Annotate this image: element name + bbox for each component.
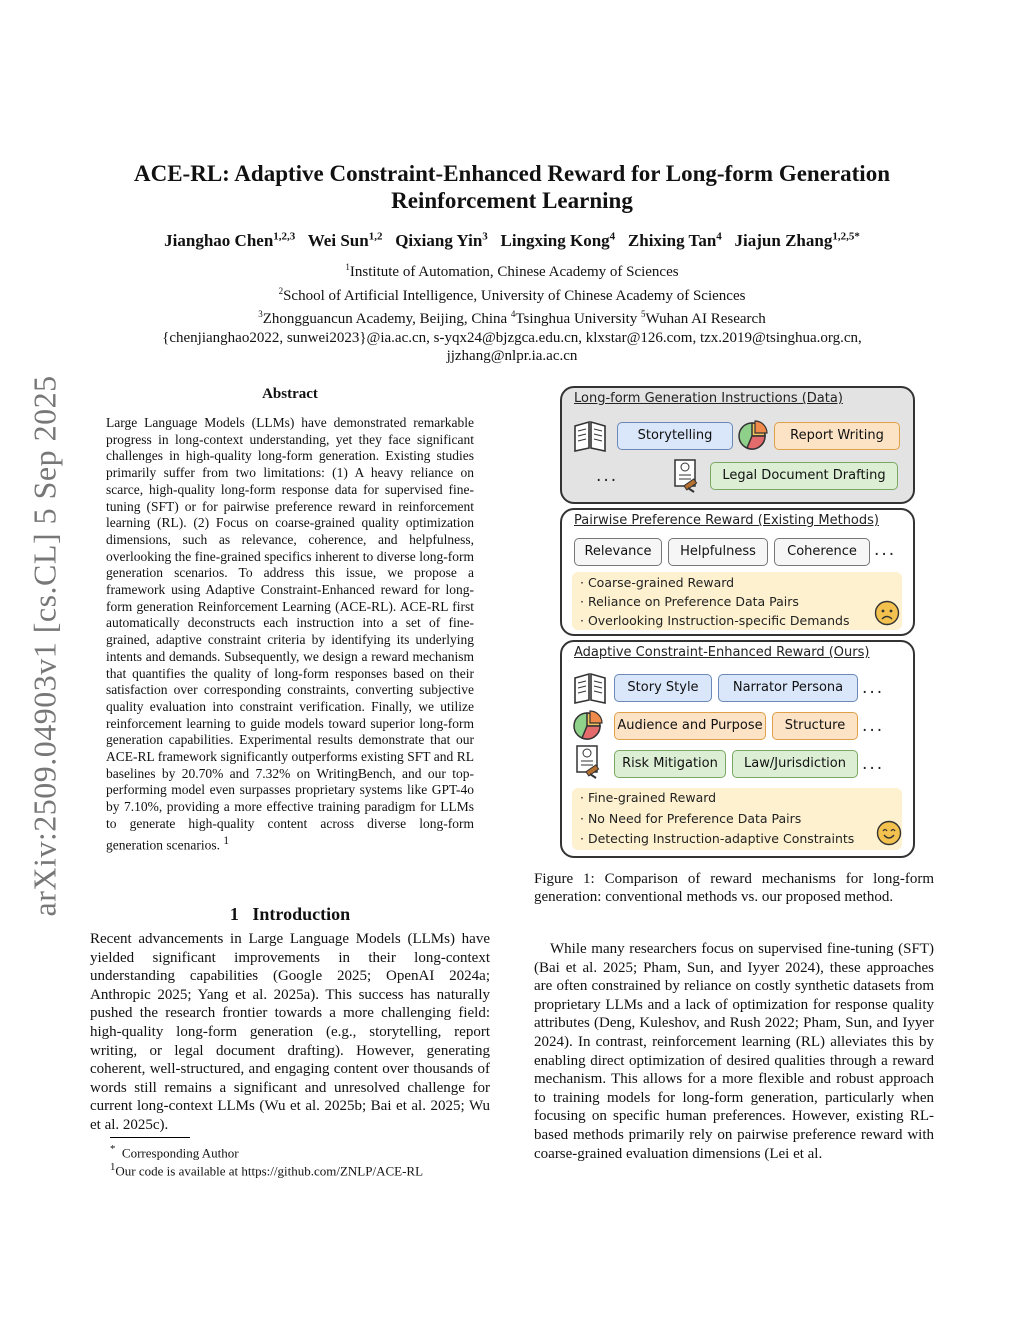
panel-instructions — [560, 386, 915, 504]
affiliations — [60, 258, 964, 366]
chip-law-jurisdiction: Law/Jurisdiction — [732, 750, 858, 778]
emails-line-2: jjzhang@nlpr.ia.ac.cn — [446, 348, 578, 364]
panel-title: Long-form Generation Instructions (Data) — [574, 391, 843, 406]
affiliation: $^3$Zhongguancun Academy, Beijing, China $^4$Tsinghua University $^5$Wuhan AI Research — [258, 309, 766, 327]
chip-coherence: Coherence — [774, 538, 870, 566]
legal-document-icon — [670, 458, 704, 494]
chip-relevance: Relevance — [574, 538, 662, 566]
footnote-ref: 1 — [223, 834, 229, 847]
panel-ours — [560, 640, 915, 858]
chip-risk-mitigation: Risk Mitigation — [614, 750, 726, 778]
ellipsis: ... — [874, 540, 897, 560]
book-icon — [572, 418, 608, 452]
chip-story-style: Story Style — [614, 674, 712, 702]
note-item: · Overlooking Instruction-specific Demands — [580, 613, 850, 628]
section-heading: 1 Introduction — [229, 904, 351, 924]
note-item: · Coarse-grained Reward — [580, 575, 735, 590]
ellipsis: ... — [862, 716, 885, 736]
pie-chart-icon — [737, 418, 771, 452]
sad-face-icon — [874, 600, 900, 626]
ellipsis: ... — [862, 678, 885, 698]
chip-report-writing: Report Writing — [774, 422, 900, 450]
author-list — [60, 230, 964, 251]
figure-caption: Figure 1: Comparison of reward mechanisms for long-form generation: conventional methods vs. our proposed method. — [534, 871, 934, 905]
abstract-heading: Abstract — [262, 386, 318, 402]
paper-title — [80, 160, 944, 214]
footnote-rule — [110, 1137, 190, 1138]
footnote-corresponding: * Corresponding Author — [110, 1143, 239, 1161]
author: Jiajun Zhang$^{1,2,5*}$ — [734, 230, 860, 250]
happy-face-icon — [876, 820, 902, 846]
title-line-2: Reinforcement Learning — [391, 188, 633, 213]
book-icon — [572, 670, 608, 704]
ellipsis: ... — [862, 754, 885, 774]
arxiv-stamp: arXiv:2509.04903v1 [cs.CL] 5 Sep 2025 — [26, 375, 63, 917]
affiliation: $^1$Institute of Automation, Chinese Academy of Sciences — [345, 262, 679, 280]
author: Jianghao Chen$^{1,2,3}$ — [164, 230, 296, 250]
author: Qixiang Yin$^3$ — [395, 230, 488, 250]
panel-existing-methods — [560, 508, 915, 636]
emails-line-1: {chenjianghao2022, sunwei2023}@ia.ac.cn, s-yqx24@bjzgca.edu.cn, klxstar@126.com, tzx.2019@tsinghua.org.cn, — [162, 329, 862, 346]
right-column-paragraph: While many researchers focus on supervised fine-tuning (SFT) (Bai et al. 2025; Pham, Sun, and Iyyer 2024), these approaches are often constrained by reliance on costly synthetic datasets from proprietary LLMs and a lack of optimization for response quality attributes (Deng, Kuleshov, and Rush 2022; Pham, Sun, and Iyyer 2024). In contrast, reinforcement learning (RL) alleviates this by enabling direct optimization of desired qualities through a reward mechanism. This allows for a more flexible and robust approach to training models for long-form generation, particularly when focusing on specific human preferences. However, existing RL-based methods primarily rely on pairwise preference reward with coarse-grained evaluation dimensions (Lei et al. — [534, 941, 934, 1162]
pie-chart-icon — [572, 708, 606, 742]
chip-legal-document-drafting: Legal Document Drafting — [710, 462, 898, 490]
chip-storytelling: Storytelling — [617, 422, 733, 450]
author: Wei Sun$^{1,2}$ — [307, 230, 383, 250]
ellipsis: ... — [596, 466, 619, 486]
abstract-body: Large Language Models (LLMs) have demonstrated remarkable progress in long-context understanding, yet they face significant challenges in high-quality long-form generation. Existing studies primarily suffer from two limitations: (1) A heavy reliance on scarce, high-quality long-form response data for supervised fine-tuning (SFT) or for pairwise preference reward in reinforcement learning (RL). (2) Focus on coarse-grained quality optimization dimensions, such as relevance, coherence, and helpfulness, overlooking the fine-grained specifics inherent to diverse long-form generation scenarios. To address this issue, we propose a framework using Adaptive Constraint-Enhanced reward for long-form generation Reinforcement Learning (ACE-RL). ACE-RL first automatically deconstructs each instruction into a set of fine-grained, adaptive constraint criteria by identifying its underlying intents and demands. Subsequently, we design a reward mechanism that quantifies the quality of long-form responses based on their satisfaction over corresponding constraints, converting subjective quality evaluation into constraint verification. Finally, we utilize reinforcement learning to guide models toward superior long-form generation capabilities. Experimental results demonstrate that our ACE-RL framework significantly outperforms existing SFT and RL baselines by 20.70% and 7.32% on WritingBench, and our top-performing model even surpasses proprietary systems like GPT-4o by 7.10%, providing a more effective training paradigm for LLMs to generate high-quality content across diverse long-form generation scenarios. $^1$ — [106, 415, 474, 853]
note-item: · Reliance on Preference Data Pairs — [580, 594, 799, 609]
chip-structure: Structure — [772, 712, 858, 740]
affiliation: $^2$School of Artificial Intelligence, University of Chinese Academy of Sciences — [278, 285, 746, 304]
note-item: · Fine-grained Reward — [580, 790, 717, 805]
intro-paragraph: Recent advancements in Large Language Models (LLMs) have yielded significant improvements in their long-context understanding capabilities (Google 2025; OpenAI 2024a; Anthropic 2025; Yang et al. 2025a). This success has naturally pushed the research frontier towards a more challenging field: high-quality long-form generation (e.g., storytelling, report writing, or legal document drafting). However, generating coherent, well-structured, and engaging content over thousands of words still remains a significant and unresolved challenge for current long-context LLMs (Wu et al. 2025b; Bai et al. 2025; Wu et al. 2025c). — [90, 931, 490, 1133]
note-item: · Detecting Instruction-adaptive Constraints — [580, 831, 855, 846]
chip-helpfulness: Helpfulness — [668, 538, 768, 566]
author: Zhixing Tan$^4$ — [627, 230, 722, 250]
title-line-1: ACE-RL: Adaptive Constraint-Enhanced Reward for Long-form Generation — [133, 161, 890, 186]
notes-box — [572, 572, 902, 630]
note-item: · No Need for Preference Data Pairs — [580, 811, 802, 826]
legal-document-icon — [572, 744, 606, 780]
panel-title: Adaptive Constraint-Enhanced Reward (Ours) — [574, 645, 870, 660]
author: Lingxing Kong$^4$ — [500, 230, 616, 250]
chip-narrator-persona: Narrator Persona — [718, 674, 858, 702]
notes-box — [572, 788, 902, 850]
panel-title: Pairwise Preference Reward (Existing Methods) — [574, 513, 879, 528]
footnote-code: $^1$Our code is available at https://github.com/ZNLP/ACE-RL — [110, 1161, 424, 1179]
chip-audience-and-purpose: Audience and Purpose — [614, 712, 766, 740]
